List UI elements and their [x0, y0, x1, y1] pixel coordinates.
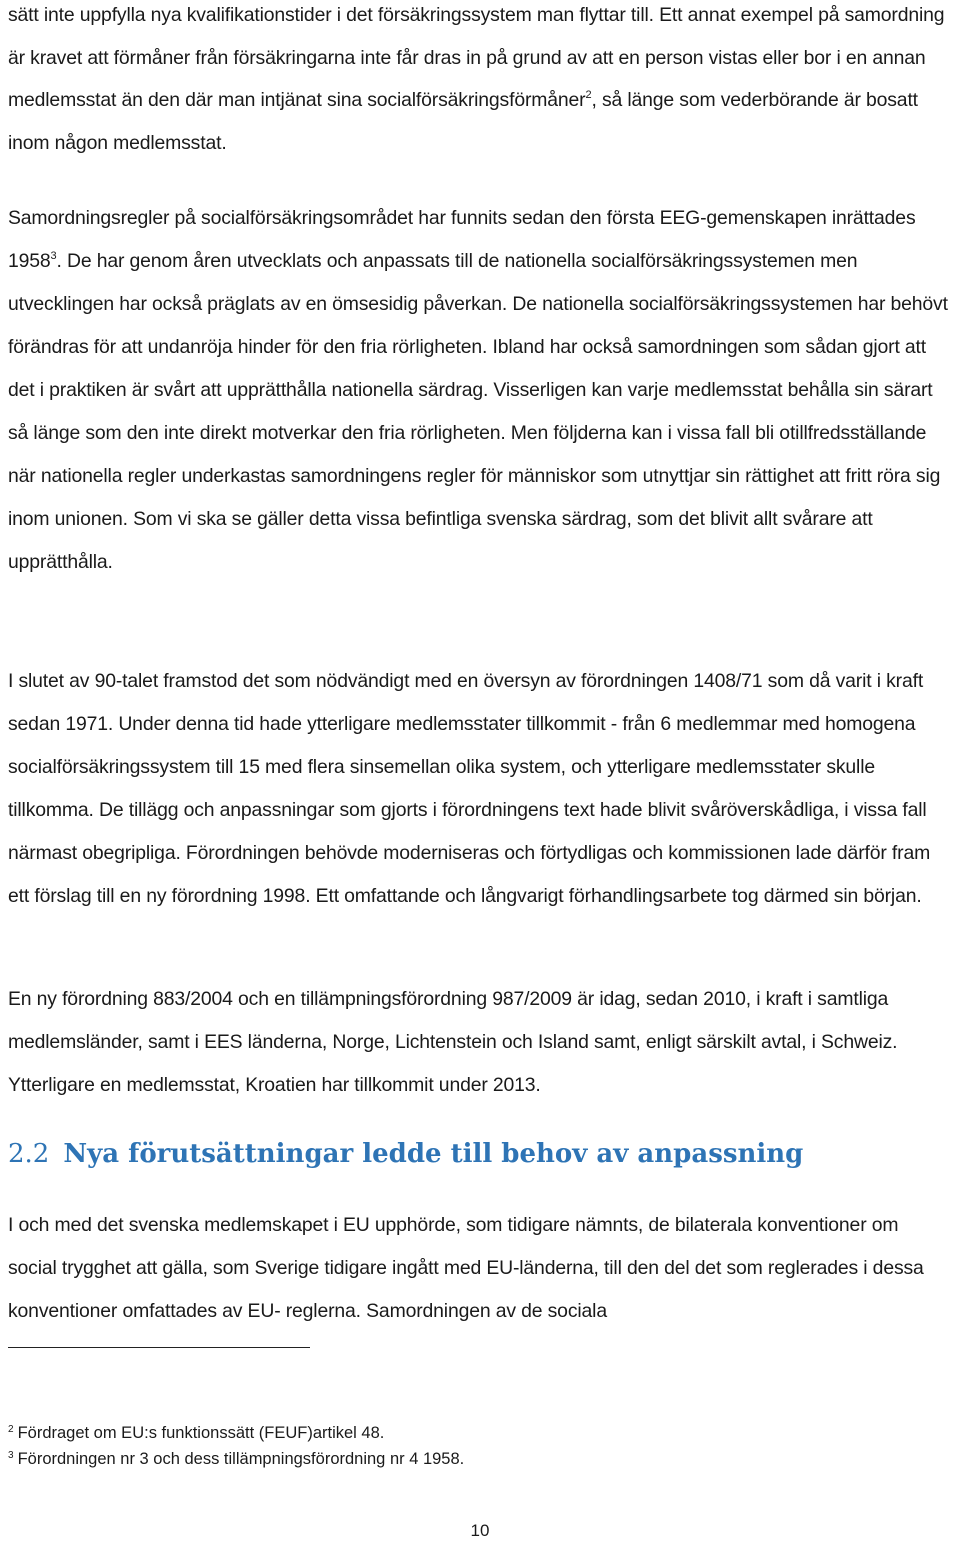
paragraph-regulation-review: I slutet av 90-talet framstod det som nödvändigt med en översyn av förordningen 1408/71 som då varit i kraft sedan 1971. Under denna tid hade ytterligare medlemsstater tillkommit - från 6 medlemmar med homogena socialförsäkringssystem till 15 med flera sinsemellan olika system, och ytterligare medlemsstater skulle tillkomma. De tillägg och anpassningar som gjorts i förordningens text hade blivit svåröverskådliga, i vissa fall närmast obegripliga. Förordningen behövde moderniseras och förtydligas och kommissionen lade därför fram ett förslag till en ny förordning 1998. Ett omfattande och långvarigt förhandlingsarbete tog därmed sin början. [8, 670, 931, 907]
section-heading [8, 1132, 803, 1176]
footnote-ref-3[interactable]: 3 [50, 250, 57, 262]
footnote-3 [8, 1448, 464, 1470]
footnote-mark: 2 [8, 1424, 14, 1435]
footnote-2 [8, 1422, 384, 1444]
paragraph-text: sätt inte uppfylla nya kvalifikationstider i det försäkringssystem man flyttar till. Ett annat exempel på samordning är kravet att förmåner från försäkringarna inte får dras in på grund av att en person vistas eller bor i en annan medlemsstat än den där man intjänat sina socialförsäkringsförmåner [8, 4, 945, 111]
footnote-mark: 3 [8, 1450, 14, 1461]
footnote-text: Förordningen nr 3 och dess tillämpningsförordning nr 4 1958. [17, 1450, 465, 1468]
paragraph-coordination-example [8, 0, 952, 164]
section-number: 2.2 [8, 1139, 50, 1169]
footnote-text: Fördraget om EU:s funktionssätt (FEUF)artikel 48. [17, 1424, 385, 1442]
footnote-separator [8, 1347, 310, 1348]
page-number: 10 [470, 1521, 490, 1540]
section-title: Nya förutsättningar ledde till behov av anpassning [63, 1139, 804, 1169]
paragraph-text: . De har genom åren utvecklats och anpassats till de nationella socialförsäkringssystemen men utvecklingen har också präglats av en ömsesidig påverkan. De nationella socialförsäkringssystemen har behövt förändras för att undanröja hinder för den fria rörligheten. Ibland har också samordningen som sådan gjort att det i praktiken är svårt att upprätthålla nationella särdrag. Visserligen kan varje medlemsstat behålla sin särart så länge som den inte direkt motverkar den fria rörligheten. Men följderna kan i vissa fall bli otillfredsställande när nationella regler underkastas samordningens regler för människor som utnyttjar sin rättighet att fritt röra sig inom unionen. Som vi ska se gäller detta vissa befintliga svenska särdrag, som det blivit allt svårare att upprätthålla. [8, 250, 948, 573]
paragraph-coordination-history [8, 197, 952, 584]
paragraph-text: Samordningsregler på socialförsäkringsområdet har funnits sedan den första EEG-gemenskapen inrättades 1958 [8, 207, 916, 272]
footnote-ref-2[interactable]: 2 [585, 89, 592, 101]
paragraph-eu-membership: I och med det svenska medlemskapet i EU upphörde, som tidigare nämnts, de bilaterala konventioner om social trygghet att gälla, som Sverige tidigare ingått med EU-länderna, till den del det som reglerades i dessa konventioner omfattades av EU- reglerna. Samordningen av de sociala [8, 1214, 924, 1322]
paragraph-text: , så länge som vederbörande är bosatt inom någon medlemsstat. [8, 89, 918, 154]
paragraph-new-regulation: En ny förordning 883/2004 och en tillämpningsförordning 987/2009 är idag, sedan 2010, i kraft i samtliga medlemsländer, samt i EES länderna, Norge, Lichtenstein och Island samt, enligt särskilt avtal, i Schweiz. Ytterligare en medlemsstat, Kroatien har tillkommit under 2013. [8, 988, 898, 1096]
